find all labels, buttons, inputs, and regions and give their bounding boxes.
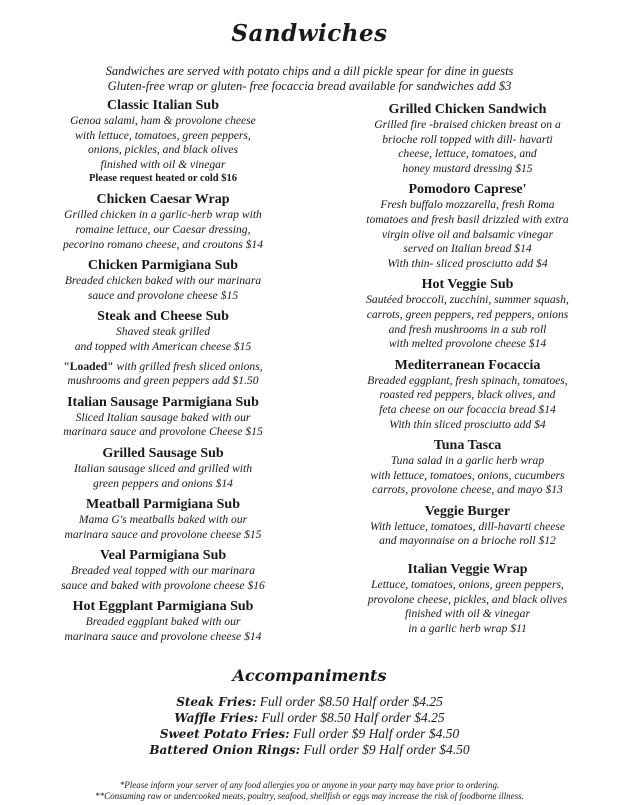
menu-item [24,308,302,388]
item-name: Italian Sausage Parmigiana Sub [67,394,259,410]
item-name: Hot Veggie Sub [421,277,514,293]
item-description: with lettuce, tomatoes, onions, cucumbers [370,468,565,482]
item-description: With thin- sliced prosciutto add $4 [387,256,548,270]
item-description: romaine lettuce, our Caesar dressing, [75,222,251,236]
item-description: and mayonnaise on a brioche roll $12 [379,534,556,548]
addon-line [24,360,302,375]
full-order-label: Full order [289,726,352,741]
half-order-price: $4.50 [439,742,470,757]
item-description: roasted red peppers, black olives, and [379,388,556,402]
addon-text: with grilled fresh sliced onions, [113,359,263,373]
item-name: Tuna Tasca [433,438,502,454]
item-description: with melted provolone cheese $14 [388,337,547,351]
item-name: Pomodoro Caprese' [408,182,527,198]
accompaniments-title: Accompaniments [232,666,387,685]
item-description: finished with oil & vinegar [100,157,226,171]
menu-item [330,503,605,549]
item-addon [24,360,302,389]
item-description: Breaded chicken baked with our marinara [64,274,262,288]
menu-item [24,257,302,303]
item-name: Mediterranean Focaccia [394,357,541,373]
item-note: Please request heated or cold $16 [88,173,238,185]
half-order-label: Half order [365,726,429,741]
full-order-price: $8.50 [318,694,349,709]
item-description: Breaded veal topped with our marinara [70,564,256,578]
half-order-label: Half order [375,742,440,757]
item-name: Meatball Parmigiana Sub [85,497,240,513]
food-safety-note: **Consuming raw or undercooked meats, poultry, seafood, shellfish or eggs may increase the risk of foodborne illness. [95,791,524,801]
menu-item [24,445,302,491]
menu-item [24,191,302,252]
item-name: Veggie Burger [424,503,511,519]
item-description: marinara sauce and provolone cheese $15 [64,527,262,541]
menu-item [24,547,302,593]
item-description: sauce and provolone cheese $15 [87,288,239,302]
accompaniment-row [0,742,619,758]
full-order-label: Full order [258,710,321,725]
item-description: Mama G's meatballs baked with our [78,513,248,527]
item-name: Steak and Cheese Sub [97,309,229,325]
accompaniment-name: Sweet Potato Fries: [159,727,290,741]
item-description: onions, pickles, and black olives [87,143,239,157]
item-description: Genoa salami, ham & provolone cheese [70,114,256,127]
item-description: Italian sausage sliced and grilled with [73,461,253,475]
item-description: in a garlic herb wrap $11 [408,621,527,635]
full-order-label: Full order [300,742,363,757]
item-description: carrots, provolone cheese, and mayo $13 [372,483,563,497]
item-description: with lettuce, tomatoes, green peppers, [75,128,251,142]
item-description: finished with oil & vinegar [405,607,530,621]
item-name: Veal Parmigiana Sub [99,548,227,564]
full-order-price: $9 [351,726,366,741]
item-description: Shaved steak grilled [115,325,210,339]
full-order-price: $9 [362,742,376,757]
item-description: Tuna salad in a garlic herb wrap [390,454,545,468]
intro-line: Sandwiches are served with potato chips and a dill pickle spear for dine in guests [105,64,514,78]
half-order-price: $4.25 [412,694,443,709]
accompaniments-list [0,694,619,758]
page-title: Sandwiches [231,20,388,47]
item-name: Chicken Caesar Wrap [96,192,230,208]
item-description: Breaded eggplant baked with our [85,615,241,629]
item-description: Lettuce, tomatoes, onions, green peppers, [371,578,564,592]
item-description: With thin sliced prosciutto add $4 [389,417,546,431]
item-name: Classic Italian Sub [106,98,220,113]
item-description: brioche roll topped with dill- havarti [382,132,553,146]
item-name: Grilled Chicken Sandwich [388,102,547,117]
item-description: Sliced Italian sausage baked with our [75,410,251,424]
item-description: pecorino romano cheese, and croutons $14 [62,237,264,251]
item-name: Italian Veggie Wrap [407,562,528,578]
item-description: and fresh mushrooms in a sub roll [388,322,547,336]
item-description: Fresh buffalo mozzarella, fresh Roma [380,198,555,212]
menu-item [330,181,605,271]
item-description: marinara sauce and provolone cheese $14 [64,630,262,644]
intro-line: Gluten-free wrap or gluten- free focaccia bread available for sandwiches add $3 [107,79,512,93]
accompaniment-row [0,710,619,726]
item-description: Sautéed broccoli, zucchini, summer squash, [366,293,569,307]
addon-line: mushrooms and green peppers add $1.50 [67,374,259,388]
item-description: marinara sauce and provolone Cheese $15 [63,425,263,439]
menu-item [330,357,605,432]
menu-item [24,496,302,542]
full-order-price: $8.50 [320,710,351,725]
menu-item [330,101,605,176]
item-description: carrots, green peppers, red peppers, onions [366,307,569,321]
accompaniment-row [0,726,619,742]
half-order-price: $4.25 [414,710,445,725]
item-description: green peppers and onions $14 [93,476,233,490]
menu-item [24,598,302,644]
addon-label: "Loaded" [63,359,114,373]
intro-text [0,64,619,94]
footer-notes [0,780,619,802]
item-description: Grilled chicken in a garlic-herb wrap with [64,208,262,222]
item-description: and topped with American cheese $15 [74,339,252,353]
accompaniment-name: Battered Onion Rings: [149,743,300,757]
item-description: virgin olive oil and balsamic vinegar [381,227,554,241]
allergy-note: *Please inform your server of any food allergies you or anyone in your party may have prior to ordering. [119,780,500,790]
menu-item [330,437,605,498]
item-name: Grilled Sausage Sub [102,445,224,461]
item-description: served on Italian bread $14 [403,242,532,256]
menu-item [24,97,302,186]
item-description: sauce and baked with provolone cheese $16 [61,578,265,592]
menu-item [330,561,605,636]
item-description: Breaded eggplant, fresh spinach, tomatoes, [367,373,568,387]
menu-item [24,394,302,440]
accompaniment-name: Waffle Fries: [174,711,259,725]
item-description: honey mustard dressing $15 [402,161,533,175]
half-order-label: Half order [350,710,415,725]
item-description: provolone cheese, pickles, and black olives [367,592,568,606]
item-description: cheese, lettuce, tomatoes, and [398,147,537,161]
half-order-label: Half order [348,694,413,709]
menu-item [330,276,605,351]
half-order-price: $4.50 [428,726,460,741]
item-name: Hot Eggplant Parmigiana Sub [72,599,254,615]
item-name: Chicken Parmigiana Sub [87,258,239,274]
item-description: With lettuce, tomatoes, dill-havarti cheese [369,519,566,533]
accompaniment-name: Steak Fries: [176,695,257,709]
item-description: Grilled fire -braised chicken breast on a [374,118,561,131]
left-column [24,97,302,650]
item-description: tomatoes and fresh basil drizzled with extra [366,212,569,226]
item-description: feta cheese on our focaccia bread $14 [379,402,556,416]
accompaniment-row [0,694,619,710]
right-column [330,101,605,641]
full-order-label: Full order [256,694,319,709]
